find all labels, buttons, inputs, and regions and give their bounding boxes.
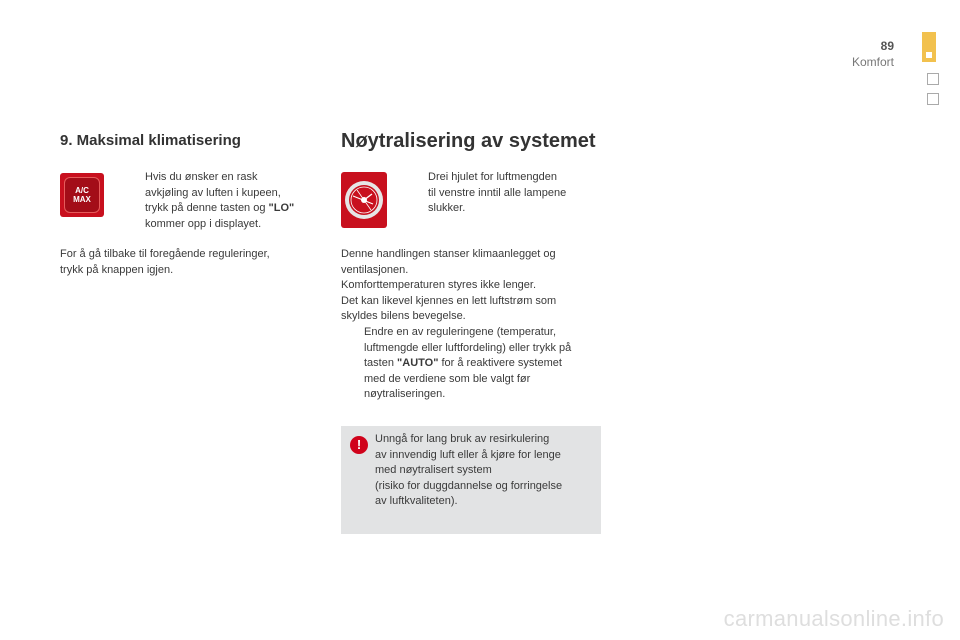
bullet-text: [364, 325, 571, 403]
text-line: avkjøling av luften i kupeen,: [145, 186, 281, 199]
ac-max-button-icon: [60, 173, 104, 217]
text-line: Unngå for lang bruk av resirkulering: [375, 433, 550, 445]
chapter-tab: [927, 93, 939, 105]
warning-icon: !: [350, 436, 368, 454]
text-line: nøytraliseringen.: [364, 388, 446, 401]
watermark: carmanualsonline.info: [723, 606, 944, 631]
text-line: med de verdiene som ble valgt før: [364, 372, 531, 385]
section-name: Komfort: [851, 55, 894, 69]
text-line: slukker.: [428, 202, 466, 215]
section-heading-max-climate: 9. Maksimal klimatisering: [60, 132, 241, 149]
text-line: tasten "AUTO" for å reaktivere systemet: [364, 357, 562, 370]
text-line: Drei hjulet for luftmengden: [428, 171, 558, 183]
text-line: (risiko for duggdannelse og forringelse: [375, 479, 563, 492]
text-line: For å gå tilbake til foregående reguleringer,: [60, 248, 270, 260]
lo-label: "LO": [268, 202, 295, 215]
bullet-text: [145, 170, 294, 232]
auto-label: "AUTO": [397, 357, 439, 370]
text-line: skyldes bilens bevegelse.: [341, 310, 466, 323]
text-line: luftmengde eller luftfordeling) eller trykk på: [364, 341, 572, 354]
text-line: av innvendig luft eller å kjøre for lenge: [375, 448, 561, 461]
text-line: til venstre inntil alle lampene: [428, 186, 567, 199]
bullet-text: [428, 170, 566, 217]
text-line: Komforttemperaturen styres ikke lenger.: [341, 279, 537, 292]
paragraph: [341, 247, 556, 325]
section-heading-neutralisation: Nøytralisering av systemet: [341, 130, 596, 152]
max-label: MAX: [73, 195, 91, 204]
text-line: Hvis du ønsker en rask: [145, 171, 258, 183]
paragraph: [60, 247, 270, 278]
airflow-dial-icon: [341, 172, 387, 228]
text-line: ventilasjonen.: [341, 263, 409, 276]
text-line: trykk på knappen igjen.: [60, 263, 174, 276]
page-number: 89: [880, 39, 894, 53]
text-line: Det kan likevel kjennes en lett luftstrøm som: [341, 294, 557, 307]
text-line: av luftkvaliteten).: [375, 495, 458, 508]
text-line: Endre en av reguleringene (temperatur,: [364, 326, 557, 338]
chapter-tab: [927, 73, 939, 85]
chapter-tab-active: [922, 32, 936, 62]
ac-label: A/C: [75, 186, 89, 195]
text-line: kommer opp i displayet.: [145, 217, 262, 230]
text-line: trykk på denne tasten og "LO": [145, 202, 295, 215]
text-line: Denne handlingen stanser klimaanlegget og: [341, 248, 556, 260]
text-line: med nøytralisert system: [375, 464, 492, 477]
warning-text: [375, 432, 562, 510]
